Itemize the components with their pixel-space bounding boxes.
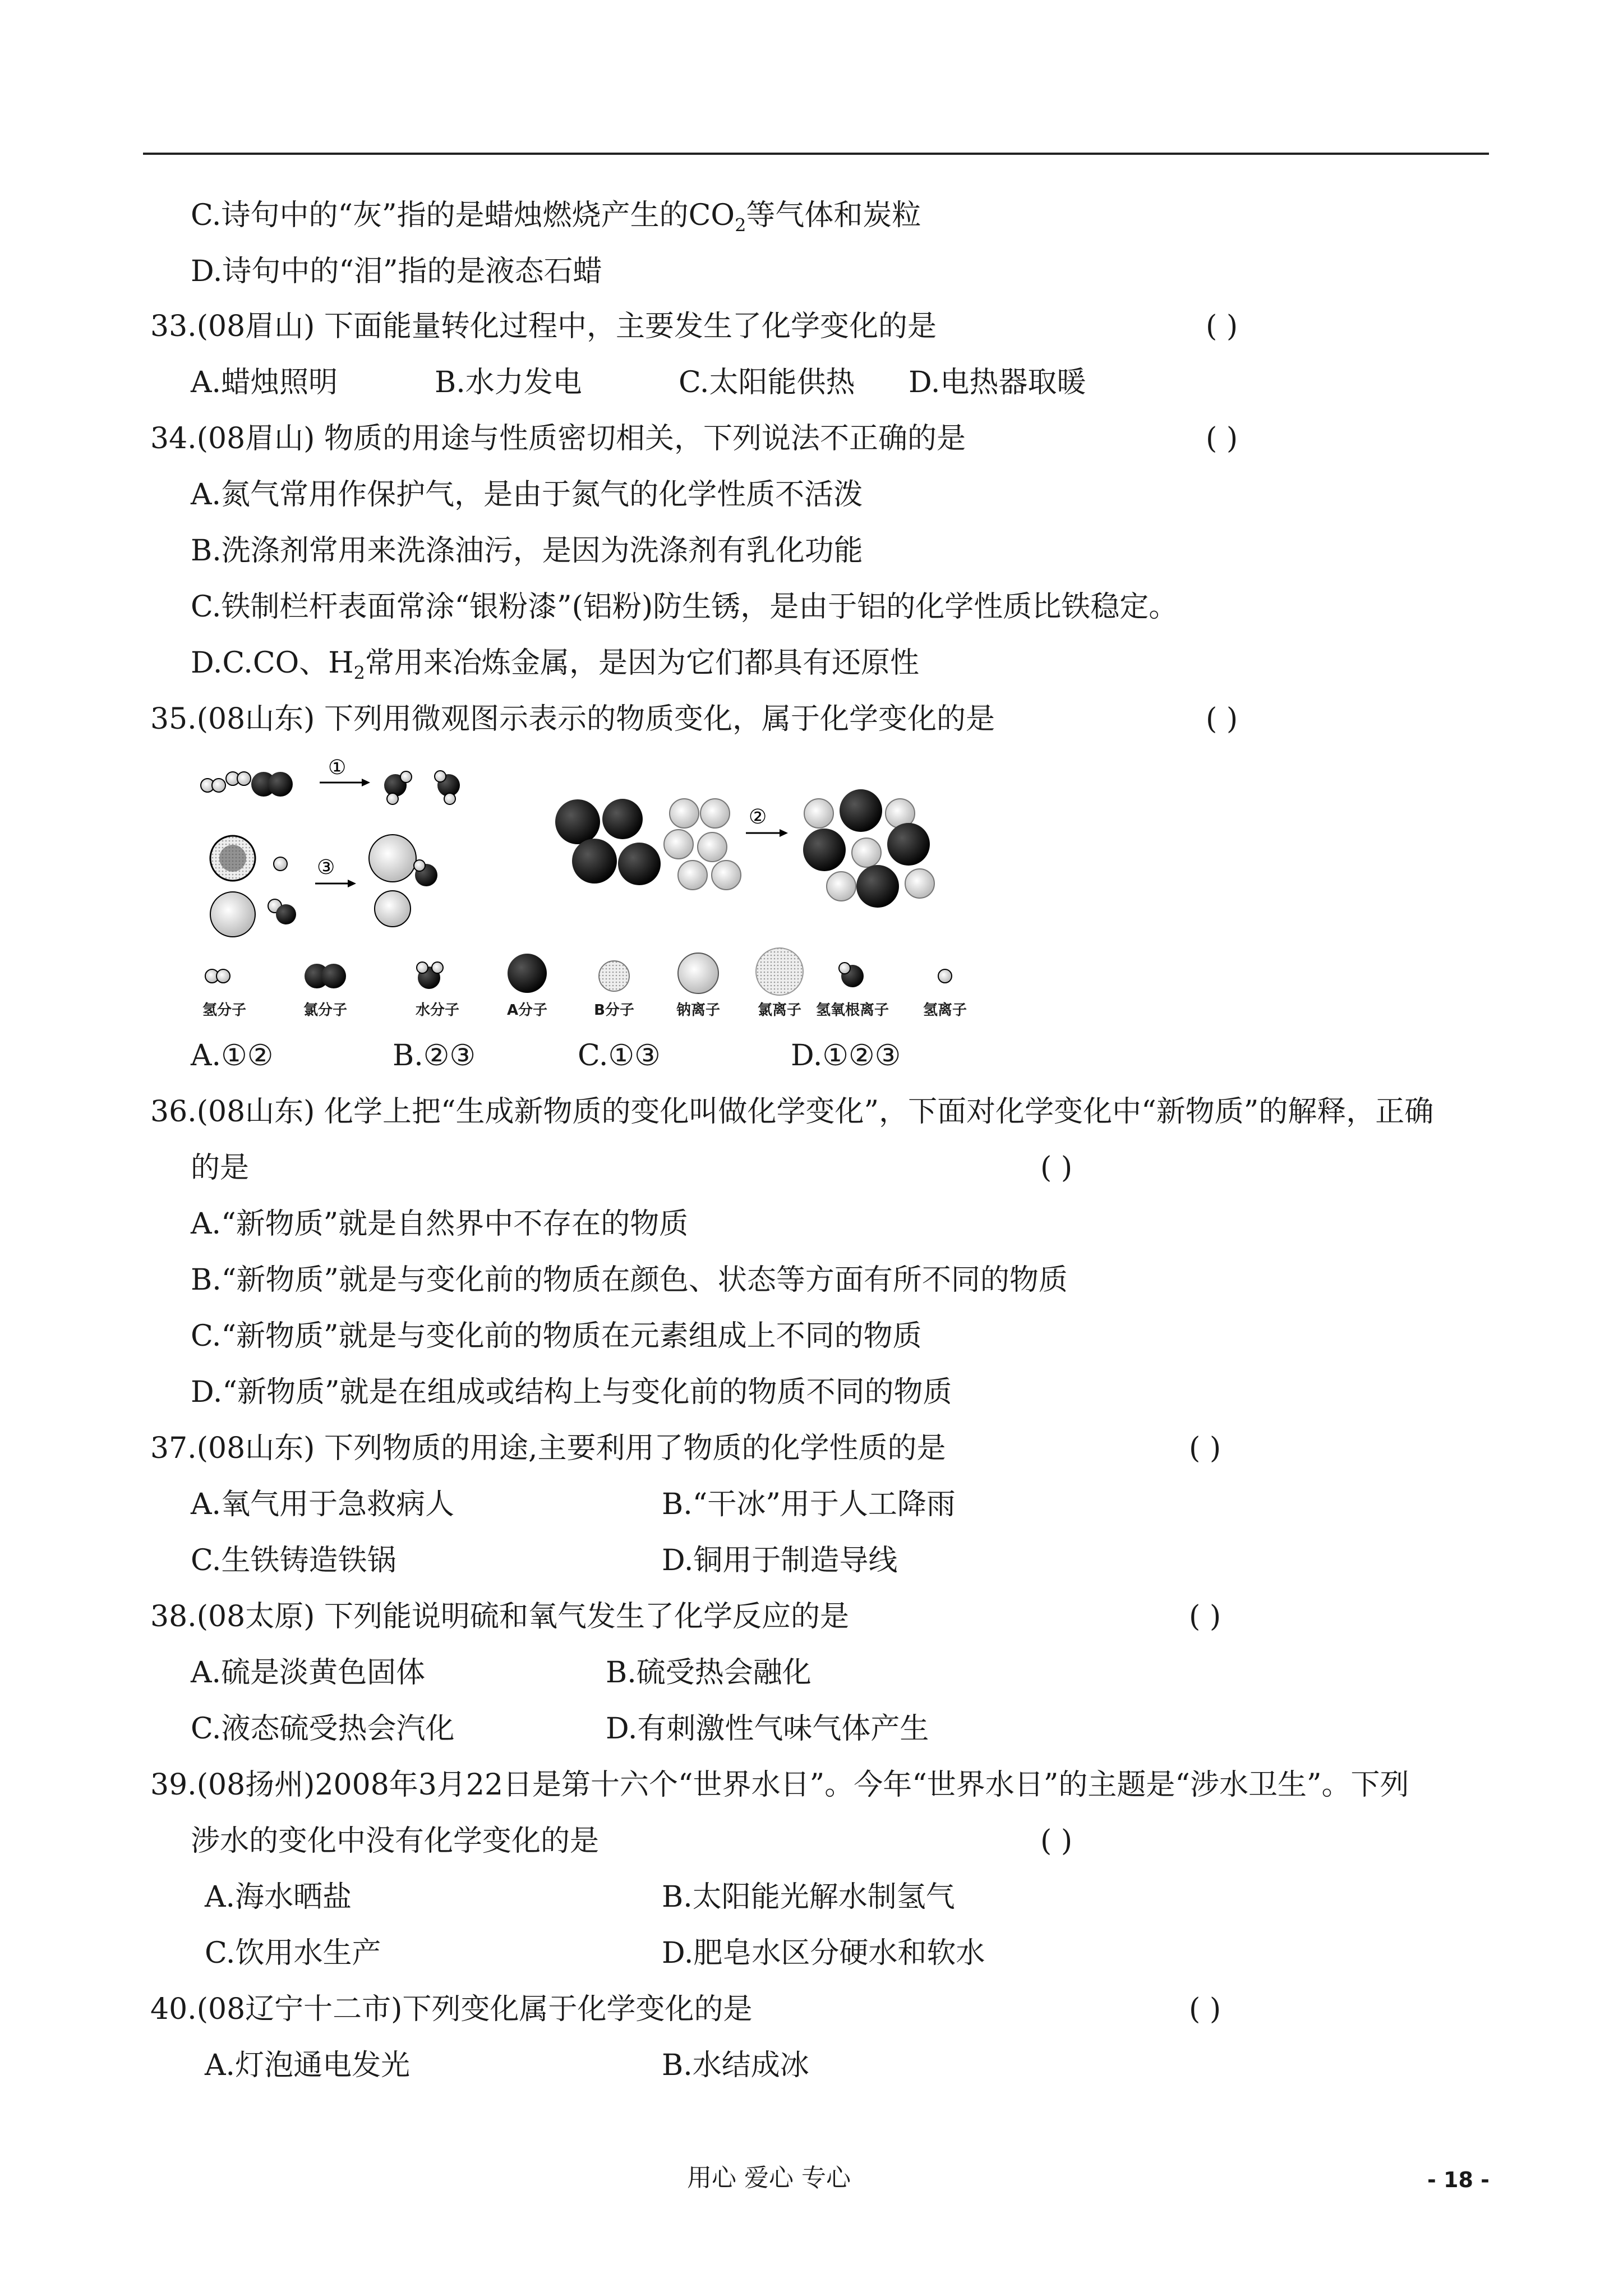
question-40: 40.(08辽宁十二市)下列变化属于化学变化的是 — [150, 1993, 753, 2026]
header-rule — [143, 153, 1489, 155]
question-33: 33.(08眉山) 下面能量转化过程中，主要发生了化学变化的是 — [150, 310, 937, 343]
q33-option-d: D.电热器取暖 — [909, 366, 1086, 399]
legend-chloride-ion: 氯离子 — [757, 1002, 801, 1019]
q38-option-c: C.液态硫受热会汽化 — [191, 1712, 455, 1746]
answer-blank-38: ( ) — [1189, 1600, 1221, 1634]
q38-option-b: B.硫受热会融化 — [606, 1656, 811, 1690]
mark-3: ③ — [317, 856, 335, 879]
legend-chlorine-molecule: 氯分子 — [303, 1002, 347, 1019]
q34-option-d: D.C.CO、$H_2$常用来冶炼金属，是因为它们都具有还原性 — [191, 646, 919, 684]
legend-symbols — [205, 948, 952, 995]
reaction-2 — [555, 789, 934, 908]
question-36-cont: 的是 — [191, 1151, 250, 1185]
q36-option-d: D.“新物质”就是在组成或结构上与变化前的物质不同的物质 — [191, 1375, 952, 1409]
q36-option-a: A.“新物质”就是自然界中不存在的物质 — [191, 1207, 689, 1241]
q40-option-b: B.水结成冰 — [662, 2049, 809, 2082]
question-34: 34.(08眉山) 物质的用途与性质密切相关，下列说法不正确的是 — [150, 422, 966, 455]
q39-option-c: C.饮用水生产 — [205, 1936, 381, 1970]
q36-option-b: B.“新物质”就是与变化前的物质在颜色、状态等方面有所不同的物质 — [191, 1263, 1068, 1297]
reaction-1 — [201, 756, 460, 804]
question-39: 39.(08扬州)2008年3月22日是第十六个“世界水日”。今年“世界水日”的主题是“涉水卫生”。下列 — [150, 1768, 1409, 1802]
legend-hydroxide-ion: 氢氧根离子 — [815, 1002, 889, 1019]
question-36: 36.(08山东) 化学上把“生成新物质的变化叫做化学变化”，下面对化学变化中“新物质”的解释，正确 — [150, 1095, 1434, 1129]
reaction-3 — [210, 835, 437, 937]
q34-option-c: C.铁制栏杆表面常涂“银粉漆”(铝粉)防生锈，是由于铝的化学性质比铁稳定。 — [191, 590, 1178, 624]
answer-blank-34: ( ) — [1206, 422, 1238, 455]
legend-b-molecule: B分子 — [594, 1002, 634, 1019]
q39-option-d: D.肥皂水区分硬水和软水 — [662, 1936, 985, 1970]
q34-option-a: A.氮气常用作保护气，是由于氮气的化学性质不活泼 — [191, 478, 863, 512]
q38-option-a: A.硫是淡黄色固体 — [191, 1656, 426, 1690]
question-38: 38.(08太原) 下列能说明硫和氧气发生了化学反应的是 — [150, 1600, 849, 1634]
answer-blank-36: ( ) — [1040, 1151, 1073, 1185]
q33-option-b: B.水力发电 — [435, 366, 582, 399]
question-35: 35.(08山东) 下列用微观图示表示的物质变化，属于化学变化的是 — [150, 702, 995, 736]
mark-1: ① — [328, 756, 347, 779]
question-37: 37.(08山东) 下列物质的用途,主要利用了物质的化学性质的是 — [150, 1432, 946, 1465]
q37-option-b: B.“干冰”用于人工降雨 — [662, 1488, 956, 1521]
answer-blank-33: ( ) — [1206, 310, 1238, 343]
footer-motto: 用心 爱心 专心 — [687, 2164, 851, 2192]
option-d-prev: D.诗句中的“泪”指的是液态石蜡 — [191, 255, 602, 288]
page-number: - 18 - — [1427, 2168, 1490, 2192]
q40-option-a: A.灯泡通电发光 — [205, 2049, 411, 2082]
option-c-prev: C.诗句中的“灰”指的是蜡烛燃烧产生的$CO_2$等气体和炭粒 — [191, 199, 921, 236]
q35-option-b: B.②③ — [393, 1039, 476, 1073]
q39-option-b: B.太阳能光解水制氢气 — [662, 1880, 955, 1914]
q34-option-b: B.洗涤剂常用来洗涤油污，是因为洗涤剂有乳化功能 — [191, 534, 863, 568]
answer-blank-40: ( ) — [1189, 1993, 1221, 2026]
q33-option-a: A.蜡烛照明 — [191, 366, 338, 399]
q38-option-d: D.有刺激性气味气体产生 — [606, 1712, 929, 1746]
legend-sodium-ion: 钠离子 — [676, 1002, 720, 1019]
q39-option-a: A.海水晒盐 — [205, 1880, 352, 1914]
question-39-cont: 涉水的变化中没有化学变化的是 — [191, 1824, 600, 1858]
q37-option-c: C.生铁铸造铁锅 — [191, 1544, 396, 1577]
q35-option-a: A.①② — [191, 1039, 274, 1073]
q37-option-a: A.氧气用于急救病人 — [191, 1488, 455, 1521]
legend-a-molecule: A分子 — [506, 1002, 548, 1019]
answer-blank-39: ( ) — [1040, 1824, 1073, 1858]
q33-option-c: C.太阳能供热 — [679, 366, 855, 399]
microscopic-diagram — [191, 752, 998, 1021]
answer-blank-37: ( ) — [1189, 1432, 1221, 1465]
mark-2: ② — [749, 806, 767, 829]
legend-hydrogen-molecule: 氢分子 — [202, 1002, 246, 1019]
legend-hydrogen-ion: 氢离子 — [923, 1002, 967, 1019]
q35-option-c: C.①③ — [578, 1039, 661, 1073]
answer-blank-35: ( ) — [1206, 702, 1238, 736]
q37-option-d: D.铜用于制造导线 — [662, 1544, 898, 1577]
q36-option-c: C.“新物质”就是与变化前的物质在元素组成上不同的物质 — [191, 1319, 922, 1353]
q35-option-d: D.①②③ — [791, 1039, 901, 1073]
legend-water-molecule: 水分子 — [415, 1002, 459, 1019]
